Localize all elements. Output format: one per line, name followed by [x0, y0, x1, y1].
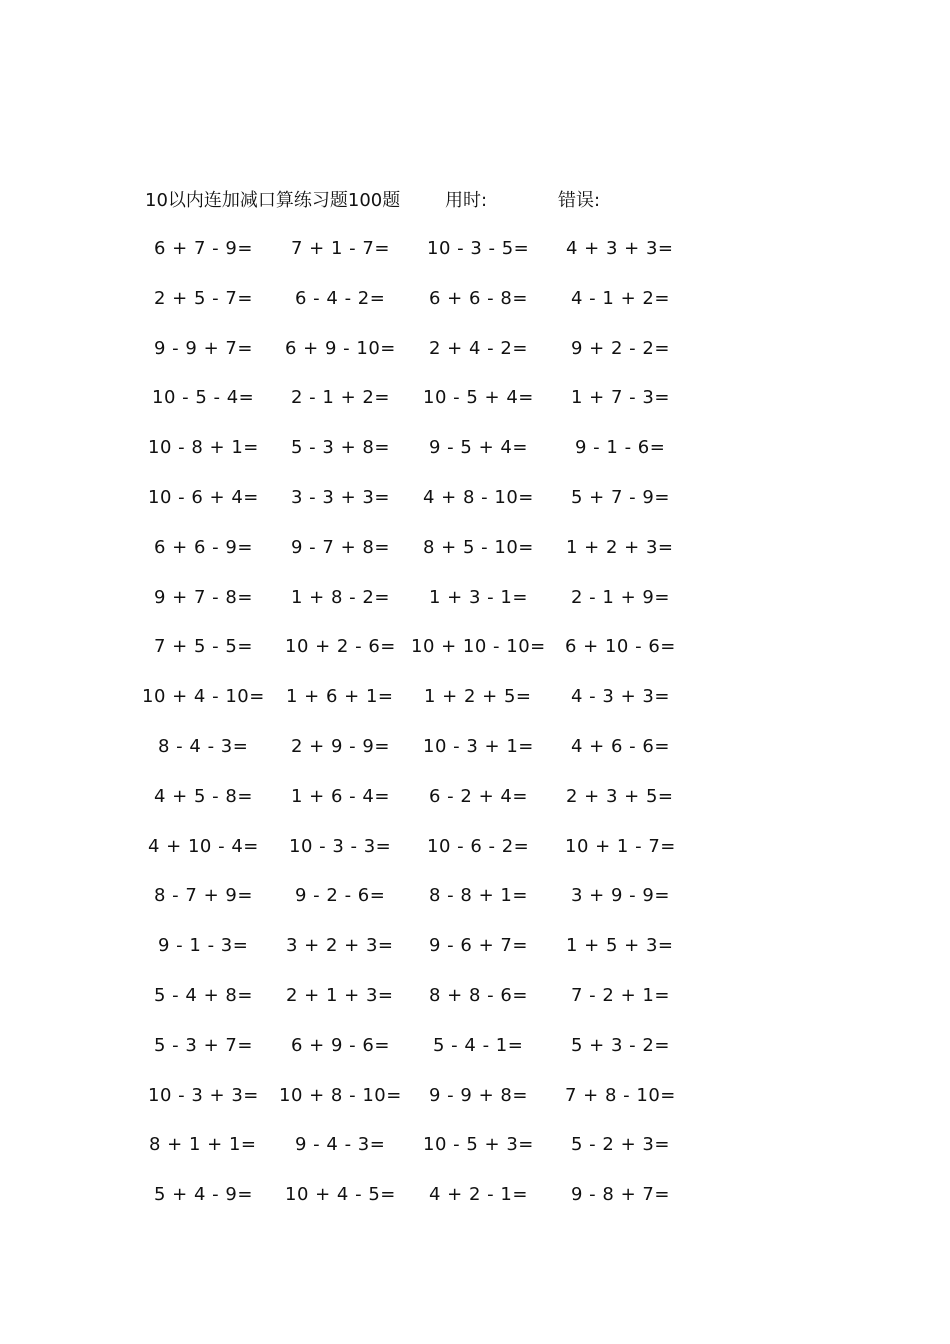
- math-problem: 1 + 2 + 5=: [424, 686, 532, 708]
- math-problem: 9 - 9 + 8=: [429, 1084, 528, 1106]
- math-problem: 10 + 8 - 10=: [279, 1084, 402, 1106]
- math-problem: 8 - 8 + 1=: [429, 885, 528, 907]
- math-problem: 9 - 4 - 3=: [295, 1134, 386, 1156]
- math-problem: 6 + 10 - 6=: [565, 636, 676, 658]
- math-problem: 6 + 6 - 9=: [154, 536, 253, 558]
- math-problem: 9 + 2 - 2=: [571, 337, 670, 359]
- math-problem: 10 + 2 - 6=: [285, 636, 396, 658]
- math-problem: 4 + 3 + 3=: [566, 238, 674, 259]
- math-problem: 4 + 5 - 8=: [154, 785, 253, 807]
- math-problem: 5 + 3 - 2=: [571, 1034, 670, 1056]
- math-problem: 9 + 7 - 8=: [154, 586, 253, 608]
- math-problem: 10 + 4 - 5=: [285, 1184, 396, 1206]
- math-problem: 6 - 4 - 2=: [295, 287, 386, 309]
- math-problem: 9 - 5 + 4=: [429, 437, 528, 459]
- math-problem: 6 - 2 + 4=: [429, 785, 528, 807]
- math-problem: 5 - 4 + 8=: [154, 985, 253, 1006]
- math-problem: 9 - 1 - 3=: [158, 935, 249, 957]
- math-problem: 9 - 8 + 7=: [571, 1184, 670, 1206]
- math-problem: 6 + 9 - 10=: [285, 337, 396, 359]
- math-problem: 1 + 6 - 4=: [291, 785, 390, 807]
- error-label: 错误:: [558, 190, 601, 211]
- math-problem: 8 + 5 - 10=: [423, 536, 534, 558]
- worksheet-title: 10以内连加减口算练习题100题: [145, 190, 401, 211]
- math-problem: 7 - 2 + 1=: [571, 985, 670, 1006]
- math-problem: 2 + 3 + 5=: [566, 785, 674, 807]
- math-problem: 9 - 2 - 6=: [295, 885, 386, 907]
- math-problem: 1 + 2 + 3=: [566, 536, 674, 558]
- time-label: 用时:: [445, 190, 488, 211]
- math-problem: 10 + 4 - 10=: [142, 686, 265, 708]
- math-problem: 2 + 4 - 2=: [429, 337, 528, 359]
- math-problem: 10 - 3 - 5=: [427, 238, 530, 259]
- math-problem: 3 - 3 + 3=: [291, 487, 390, 508]
- math-problem: 10 - 6 - 2=: [427, 835, 530, 857]
- math-problem: 5 + 4 - 9=: [154, 1184, 253, 1206]
- math-problem: 7 + 8 - 10=: [565, 1084, 676, 1106]
- math-problem: 1 + 5 + 3=: [566, 935, 674, 957]
- math-problem: 1 + 7 - 3=: [571, 387, 670, 409]
- math-problem: 7 + 1 - 7=: [291, 238, 390, 259]
- math-problem: 2 - 1 + 9=: [571, 586, 670, 608]
- math-problem: 2 + 5 - 7=: [154, 287, 253, 309]
- math-problem: 8 - 4 - 3=: [158, 736, 249, 757]
- math-problem: 5 + 7 - 9=: [571, 487, 670, 508]
- math-problem: 9 - 9 + 7=: [154, 337, 253, 359]
- math-problem: 1 + 8 - 2=: [291, 586, 390, 608]
- math-problem: 4 + 8 - 10=: [423, 487, 534, 508]
- math-problem: 10 - 3 + 1=: [423, 736, 534, 757]
- math-problem: 7 + 5 - 5=: [154, 636, 253, 658]
- math-problem: 9 - 6 + 7=: [429, 935, 528, 957]
- math-problem: 9 - 7 + 8=: [291, 536, 390, 558]
- math-problem: 8 + 8 - 6=: [429, 985, 528, 1006]
- math-problem: 10 - 6 + 4=: [148, 487, 259, 508]
- math-problem: 2 + 1 + 3=: [286, 985, 394, 1006]
- math-problem: 5 - 2 + 3=: [571, 1134, 670, 1156]
- math-problem: 4 - 1 + 2=: [571, 287, 670, 309]
- math-problem: 10 + 1 - 7=: [565, 835, 676, 857]
- math-problem: 5 - 4 - 1=: [433, 1034, 524, 1056]
- math-problem: 6 + 7 - 9=: [154, 238, 253, 259]
- math-problem: 10 - 5 + 3=: [423, 1134, 534, 1156]
- math-problem: 10 + 10 - 10=: [411, 636, 546, 658]
- math-problem: 4 + 6 - 6=: [571, 736, 670, 757]
- math-problem: 8 - 7 + 9=: [154, 885, 253, 907]
- math-problem: 8 + 1 + 1=: [149, 1134, 257, 1156]
- math-problem: 9 - 1 - 6=: [575, 437, 666, 459]
- math-problem: 6 + 9 - 6=: [291, 1034, 390, 1056]
- math-problem: 10 - 5 - 4=: [152, 387, 255, 409]
- math-problem: 6 + 6 - 8=: [429, 287, 528, 309]
- math-problem: 10 - 8 + 1=: [148, 437, 259, 459]
- math-problem: 5 - 3 + 8=: [291, 437, 390, 459]
- math-problem: 1 + 3 - 1=: [429, 586, 528, 608]
- math-problem: 4 + 10 - 4=: [148, 835, 259, 857]
- math-problem: 10 - 3 - 3=: [289, 835, 392, 857]
- math-problem: 2 - 1 + 2=: [291, 387, 390, 409]
- math-problem: 3 + 2 + 3=: [286, 935, 394, 957]
- math-problem: 4 + 2 - 1=: [429, 1184, 528, 1206]
- math-problem: 10 - 3 + 3=: [148, 1084, 259, 1106]
- math-problem: 4 - 3 + 3=: [571, 686, 670, 708]
- math-problem: 1 + 6 + 1=: [286, 686, 394, 708]
- math-problem: 5 - 3 + 7=: [154, 1034, 253, 1056]
- math-problem: 10 - 5 + 4=: [423, 387, 534, 409]
- math-problem: 3 + 9 - 9=: [571, 885, 670, 907]
- math-problem: 2 + 9 - 9=: [291, 736, 390, 757]
